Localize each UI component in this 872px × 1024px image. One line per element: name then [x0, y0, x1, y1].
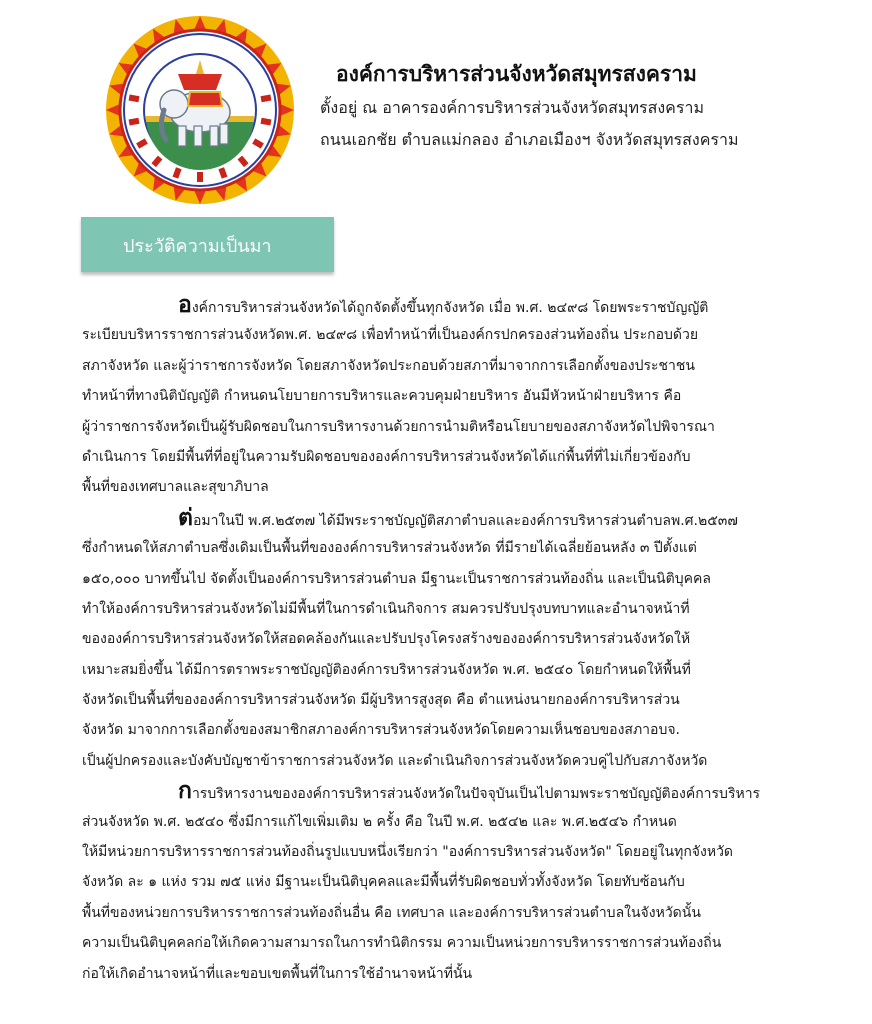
section-banner [81, 217, 334, 272]
paragraph-line: พื้นที่ของเทศบาลและสุขาภิบาล [82, 479, 269, 496]
paragraph-line: พื้นที่ของหน่วยการบริหารราชการส่วนท้องถิ่นอื่น คือ เทศบาล และองค์การบริหารส่วนตำบลในจังหวัดนั้น [82, 904, 701, 921]
drop-cap: ต่ [178, 504, 193, 531]
organization-name: องค์การบริหารส่วนจังหวัดสมุทรสงคราม [336, 62, 697, 86]
paragraph-line: ๑๕๐,๐๐๐ บาทขึ้นไป จัดตั้งเป็นองค์การบริหารส่วนตำบล มีฐานะเป็นราชการส่วนท้องถิ่น และเป็นนิติบุคคล [82, 570, 711, 587]
paragraph-line: ส่วนจังหวัด พ.ศ. ๒๕๔๐ ซึ่งมีการแก้ไขเพิ่มเติม ๒ ครั้ง คือ ในปี พ.ศ. ๒๕๔๒ และ พ.ศ.๒๕๔๖ กำหนด [82, 813, 677, 830]
paragraph-line: ซึ่งกำหนดให้สภาตำบลซึ่งเดิมเป็นพื้นที่ขององค์การบริหารส่วนจังหวัด ที่มีรายได้เฉลี่ยย้อนหลัง ๓ ปีตั้งแต่ [82, 540, 697, 557]
paragraph-line: การบริหารงานขององค์การบริหารส่วนจังหวัดในปัจจุบันเป็นไปตามพระราชบัญญัติองค์การบริหาร [178, 778, 761, 805]
paragraph-line: ทำให้องค์การบริหารส่วนจังหวัดไม่มีพื้นที่ในการดำเนินกิจการ สมควรปรับปรุงบทบาทและอำนาจหน้าที่ [82, 600, 690, 617]
paragraph-line: จังหวัดเป็นพื้นที่ขององค์การบริหารส่วนจังหวัด มีผู้บริหารสูงสุด คือ ตำแหน่งนายกองค์การบริหารส่วน [82, 692, 680, 709]
paragraph-line: ดำเนินการ โดยมีพื้นที่ที่อยู่ในความรับผิดชอบขององค์การบริหารส่วนจังหวัดได้แก่พื้นที่ที่ไม่เกี่ยวข้องกับ [82, 448, 691, 465]
section-title: ประวัติความเป็นมา [123, 236, 272, 257]
provincial-seal-logo [104, 14, 296, 206]
paragraph-1 [82, 290, 790, 503]
history-body [82, 290, 790, 989]
paragraph-3 [82, 776, 790, 989]
paragraph-line: ทำหน้าที่ทางนิติบัญญัติ กำหนดนโยบายการบริหารและควบคุมฝ่ายบริหาร อันมีหัวหน้าฝ่ายบริหาร คือ [82, 388, 682, 405]
paragraph-line: เหมาะสมยิ่งขึ้น ได้มีการตราพระราชบัญญัติองค์การบริหารส่วนจังหวัด พ.ศ. ๒๕๔๐ โดยกำหนดให้พื้นที่ [82, 661, 691, 678]
paragraph-line: ก่อให้เกิดอำนาจหน้าที่และขอบเขตพื้นที่ในการใช้อำนาจหน้าที่นั้น [82, 965, 473, 982]
paragraph-line: ขององค์การบริหารส่วนจังหวัดให้สอดคล้องกันและปรับปรุงโครงสร้างขององค์การบริหารส่วนจังหวัดให้ [82, 631, 691, 648]
paragraph-line: จังหวัด มาจากการเลือกตั้งของสมาชิกสภาองค์การบริหารส่วนจังหวัดโดยความเห็นชอบของสภาอบจ. [82, 722, 680, 739]
paragraph-line: ให้มีหน่วยการบริหารราชการส่วนท้องถิ่นรูปแบบหนึ่งเรียกว่า "องค์การบริหารส่วนจังหวัด" โดยอยู่ในทุกจังหวัด [82, 844, 734, 861]
paragraph-line: สภาจังหวัด และผู้ว่าราชการจังหวัด โดยสภาจังหวัดประกอบด้วยสภาที่มาจากการเลือกตั้งของประชาชน [82, 357, 695, 374]
drop-cap: ก [178, 778, 192, 805]
address-line-2: ถนนเอกชัย ตำบลแม่กลอง อำเภอเมืองฯ จังหวัดสมุทรสงคราม [320, 130, 739, 149]
paragraph-line: ต่อมาในปี พ.ศ.๒๕๓๗ ได้มีพระราชบัญญัติสภาตำบลและองค์การบริหารส่วนตำบลพ.ศ.๒๕๓๗ [178, 504, 738, 531]
paragraph-line: ความเป็นนิติบุคคลก่อให้เกิดความสามารถในการทำนิติกรรม ความเป็นหน่วยการบริหารราชการส่วนท้องถิ่น [82, 935, 722, 952]
paragraph-2 [82, 503, 790, 777]
paragraph-line: เป็นผู้ปกครองและบังคับบัญชาข้าราชการส่วนจังหวัด และดำเนินกิจการส่วนจังหวัดควบคู่ไปกับสภาจังหวัด [82, 752, 708, 769]
paragraph-line: ผู้ว่าราชการจังหวัดเป็นผู้รับผิดชอบในการบริหารงานด้วยการนำมติหรือนโยบายของสภาจังหวัดไปพิจารณา [82, 418, 715, 435]
paragraph-line: ระเบียบบริหารราชการส่วนจังหวัดพ.ศ. ๒๔๙๘ เพื่อทำหน้าที่เป็นองค์กรปกครองส่วนท้องถิ่น ประกอบด้วย [82, 327, 699, 344]
drop-cap: อ [178, 292, 192, 318]
paragraph-line: องค์การบริหารส่วนจังหวัดได้ถูกจัดตั้งขึ้นทุกจังหวัด เมื่อ พ.ศ. ๒๔๙๘ โดยพระราชบัญญัติ [178, 292, 709, 318]
letterhead [0, 0, 872, 210]
address-line-1: ตั้งอยู่ ณ อาคารองค์การบริหารส่วนจังหวัดสมุทรสงคราม [320, 98, 704, 117]
paragraph-line: จังหวัด ละ ๑ แห่ง รวม ๗๕ แห่ง มีฐานะเป็นนิติบุคคลและมีพื้นที่รับผิดชอบทั่วทั้งจังหวัด โดยทับซ้อนกับ [82, 874, 685, 891]
seal-emblem-icon [104, 14, 296, 206]
